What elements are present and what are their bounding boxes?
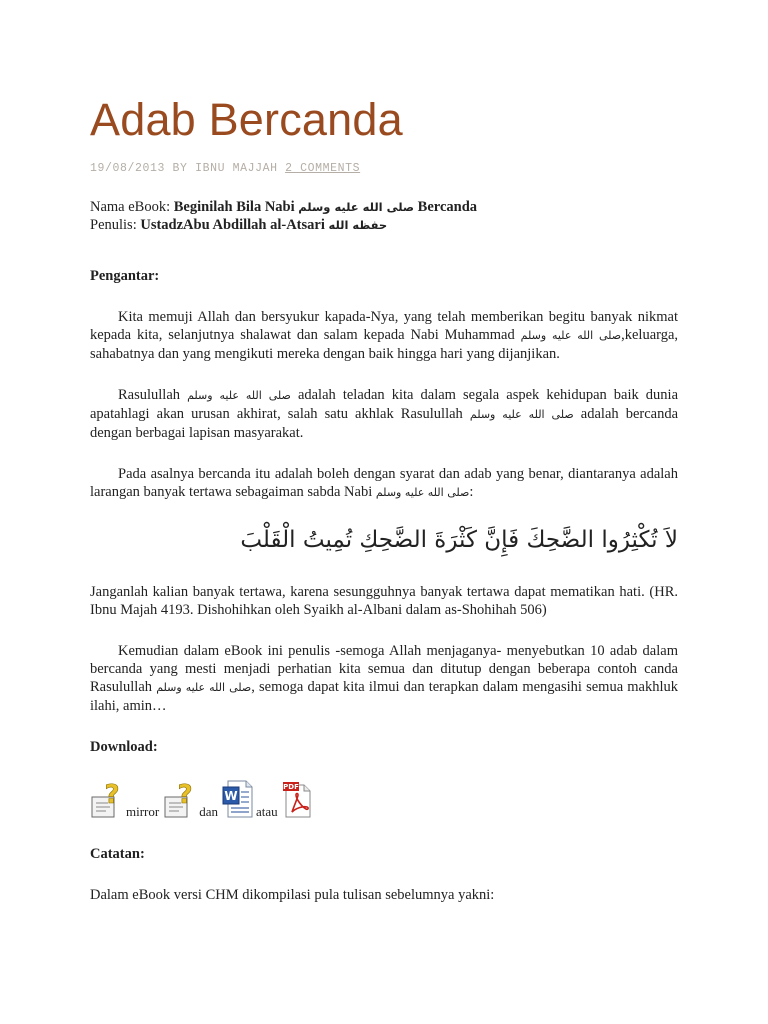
pengantar-heading: Pengantar:	[90, 268, 160, 284]
intro-2-mid: adalah teladan kita dalam segala aspek kehidupan baik dunia apatahlagi akan urusan akhirat, salah satu akhlak Rasulullah	[90, 387, 679, 422]
post-content	[90, 198, 678, 904]
catatan-heading: Catatan:	[90, 846, 145, 862]
penulis-label: Penulis:	[90, 217, 141, 233]
intro-2-salawat: صلى الله عليه وسلم	[187, 389, 291, 402]
intro-4-salawat: صلى الله عليه وسلم	[156, 681, 252, 694]
post-meta	[90, 162, 360, 175]
ebook-title-salawat: صلى الله عليه وسلم	[298, 200, 415, 214]
penulis-name: UstadzAbu Abdillah al-Atsari	[140, 217, 325, 233]
post-date: 19/08/2013	[90, 162, 166, 175]
intro-4-text: Kemudian dalam eBook ini penulis -semoga Allah menjaganya- menyebutkan 10 adab dalam bercanda yang mesti menjadi perhatian kita semua dan ditutup dengan beberapa contoh canda Rasulullah	[90, 643, 678, 695]
intro-2-end: adalah bercanda dengan berbagai lapisan masyarakat.	[90, 406, 679, 441]
intro-paragraph-4	[90, 642, 678, 715]
intro-1-end: ,keluarga, sahabatnya dan yang mengikuti mereka dengan baik hingga hari yang dijanjikan.	[90, 327, 679, 362]
intro-3-text: Pada asalnya bercanda itu adalah boleh dengan syarat dan adab yang benar, diantaranya adalah larangan banyak tertawa sebagaiman sabda Nabi	[90, 466, 678, 500]
comments-link[interactable]: 2 COMMENTS	[285, 162, 361, 175]
word-document-icon[interactable]	[222, 779, 254, 819]
intro-2-start: Rasulullah	[118, 387, 181, 403]
intro-2-salawat-2: صلى الله عليه وسلم	[469, 408, 574, 421]
chm-help-icon[interactable]	[163, 779, 197, 819]
intro-paragraph-3	[90, 465, 678, 502]
dan-label: dan	[199, 804, 218, 819]
hadith-translation: Janganlah kalian banyak tertawa, karena sesungguhnya banyak tertawa dapat mematikan hati. (HR. Ibnu Majah 4193. Dishohihkan oleh Syaikh al-Albani dalam as-Shohihah 506)	[90, 584, 678, 618]
ebook-name-label: Nama eBook:	[90, 199, 174, 215]
intro-4-end: , semoga dapat kita ilmui dan terapkan dalam mengasihi semua makhluk ilahi, amin…	[90, 679, 679, 714]
ebook-info	[90, 198, 678, 234]
post-author: IBNU MAJJAH	[195, 162, 278, 175]
mirror-link[interactable]: mirror	[126, 804, 160, 819]
ebook-title-start: Beginilah Bila Nabi	[173, 199, 295, 215]
intro-3-end: :	[469, 484, 474, 500]
catatan-text: Dalam eBook versi CHM dikompilasi pula tulisan sebelumnya yakni:	[90, 887, 495, 903]
intro-paragraph-2	[90, 386, 678, 442]
download-heading: Download:	[90, 739, 158, 755]
pdf-document-icon[interactable]	[282, 779, 316, 819]
chm-help-icon[interactable]	[90, 779, 124, 819]
penulis-honorific: حفظه الله	[328, 218, 388, 232]
post-by-label: BY	[172, 162, 188, 175]
atau-label: atau	[256, 804, 278, 819]
svg-text:?: ?	[177, 780, 193, 810]
ebook-title-end: Bercanda	[417, 199, 478, 215]
post-title[interactable]: Adab Bercanda	[90, 94, 403, 145]
download-links	[90, 779, 678, 819]
hadith-arabic: لاَ تُكْثِرُوا الضَّحِكَ فَإِنَّ كَثْرَةَ الضَّحِكِ تُمِيتُ الْقَلْبَ	[240, 527, 678, 553]
intro-1-text: Kita memuji Allah dan bersyukur kapada-Nya, yang telah memberikan begitu banyak nikmat kepada kita, selanjutnya shalawat dan salam kepada Nabi Muhammad	[90, 309, 678, 343]
intro-1-salawat: صلى الله عليه وسلم	[520, 329, 622, 342]
intro-paragraph-1	[90, 308, 678, 363]
intro-3-salawat: صلى الله عليه وسلم	[375, 486, 470, 499]
svg-text:PDF: PDF	[282, 783, 299, 791]
svg-text:?: ?	[104, 780, 120, 810]
svg-text:W: W	[224, 789, 238, 803]
